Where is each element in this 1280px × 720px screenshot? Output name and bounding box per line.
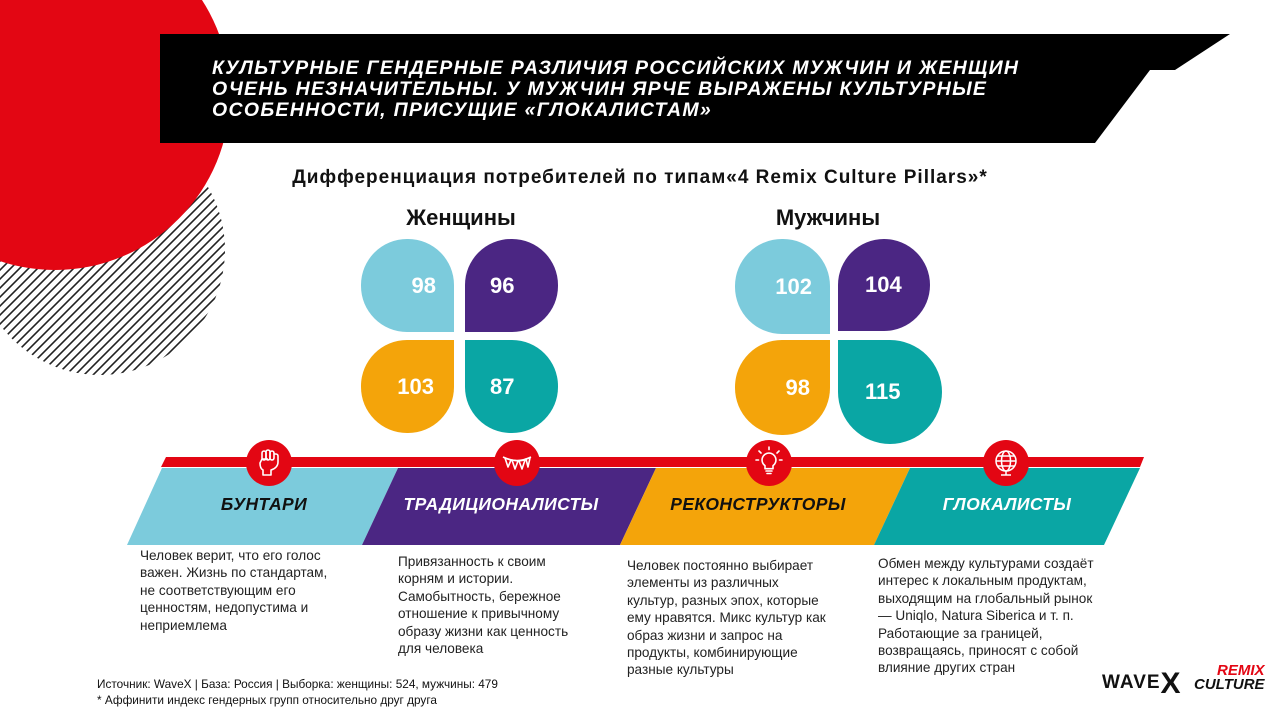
footnote: * Аффинити индекс гендерных групп относительно друг друга xyxy=(97,693,437,707)
description-reconstructors xyxy=(627,557,867,679)
description-line: образ жизни и запрос на xyxy=(627,627,783,643)
description-line: ему нравятся. Микс культур как xyxy=(627,610,826,626)
source-note: Источник: WaveX | База: Россия | Выборка: женщины: 524, мужчины: 479 xyxy=(97,677,498,691)
category-label-traditionalists: ТРАДИЦИОНАЛИСТЫ xyxy=(403,494,599,514)
description-line: Обмен между культурами создаёт xyxy=(878,556,1094,571)
description-line: — Uniqlo, Natura Siberica и т. п. xyxy=(878,608,1074,624)
description-line: не соответствующим его xyxy=(140,582,296,598)
description-line: возвращаясь, приносят с собой xyxy=(878,643,1079,659)
description-line: влияние других стран xyxy=(878,660,1016,676)
description-line: Самобытность, бережное xyxy=(398,588,561,604)
description-line: разные культуры xyxy=(627,662,734,678)
description-line: для человека xyxy=(398,641,484,657)
men-glocalists-value: 115 xyxy=(865,379,901,404)
women-buntari-value: 98 xyxy=(411,272,436,298)
women-glocalists-value: 87 xyxy=(490,373,515,399)
description-traditionalists xyxy=(398,553,628,657)
raised-fist-icon xyxy=(246,440,292,486)
description-line: Человек постоянно выбирает xyxy=(627,558,814,573)
category-label-buntari: БУНТАРИ xyxy=(220,494,308,514)
wavex-logo-text: WAVE xyxy=(1102,672,1161,693)
description-line: корням и истории. xyxy=(398,571,514,587)
group-label-women: Женщины xyxy=(406,205,516,230)
women-traditionalists-value: 96 xyxy=(490,272,515,298)
category-label-glocalists: ГЛОКАЛИСТЫ xyxy=(942,494,1072,514)
globe-icon xyxy=(983,440,1029,486)
bunting-flags-icon xyxy=(494,440,540,486)
remix-culture-logo xyxy=(1194,664,1265,692)
men-traditionalists-value: 104 xyxy=(865,272,902,297)
chart-title: Дифференциация потребителей по типам«4 Remix Culture Pillars»* xyxy=(292,167,988,188)
men-reconstructors-value: 98 xyxy=(785,374,810,400)
description-line: элементы из различных xyxy=(627,575,779,591)
wavex-logo-x: X xyxy=(1160,667,1182,700)
remix-logo-top: REMIX xyxy=(1217,662,1265,679)
group-label-men: Мужчины xyxy=(775,205,881,230)
description-line: Привязанность к своим xyxy=(398,554,546,569)
description-line: интерес к локальным продуктам, xyxy=(878,573,1087,589)
description-line: Работающие за границей, xyxy=(878,625,1043,641)
category-label-reconstructors: РЕКОНСТРУКТОРЫ xyxy=(670,494,846,514)
description-glocalists xyxy=(878,555,1138,677)
description-line: Человек верит, что его голос xyxy=(140,548,321,563)
description-line: важен. Жизнь по стандартам, xyxy=(140,565,328,581)
women-reconstructors-value: 103 xyxy=(397,373,434,399)
description-line: неприемлема xyxy=(140,617,227,633)
description-line: образу жизни как ценность xyxy=(398,623,569,639)
description-line: культур, разных эпох, которые xyxy=(627,592,819,608)
page-title: КУЛЬТУРНЫЕ ГЕНДЕРНЫЕ РАЗЛИЧИЯ РОССИЙСКИХ МУЖЧИН И ЖЕНЩИН ОЧЕНЬ НЕЗНАЧИТЕЛЬНЫ. У МУЖЧИН ЯРЧЕ ВЫРАЖЕНЫ КУЛЬТУРНЫЕ ОСОБЕННОСТИ, ПРИСУЩИЕ «ГЛОКАЛИСТАМ» xyxy=(212,57,1020,121)
description-line: ценностям, недопустима и xyxy=(140,600,309,616)
wavex-logo xyxy=(1102,662,1182,700)
lightbulb-icon xyxy=(746,440,792,486)
description-line: продукты, комбинирующие xyxy=(627,645,798,661)
remix-logo-bottom: CULTURE xyxy=(1194,676,1265,693)
description-buntari xyxy=(140,547,375,634)
description-line: отношение к привычному xyxy=(398,606,560,622)
description-line: выходящим на глобальный рынок xyxy=(878,590,1093,606)
men-buntari-value: 102 xyxy=(775,273,812,299)
